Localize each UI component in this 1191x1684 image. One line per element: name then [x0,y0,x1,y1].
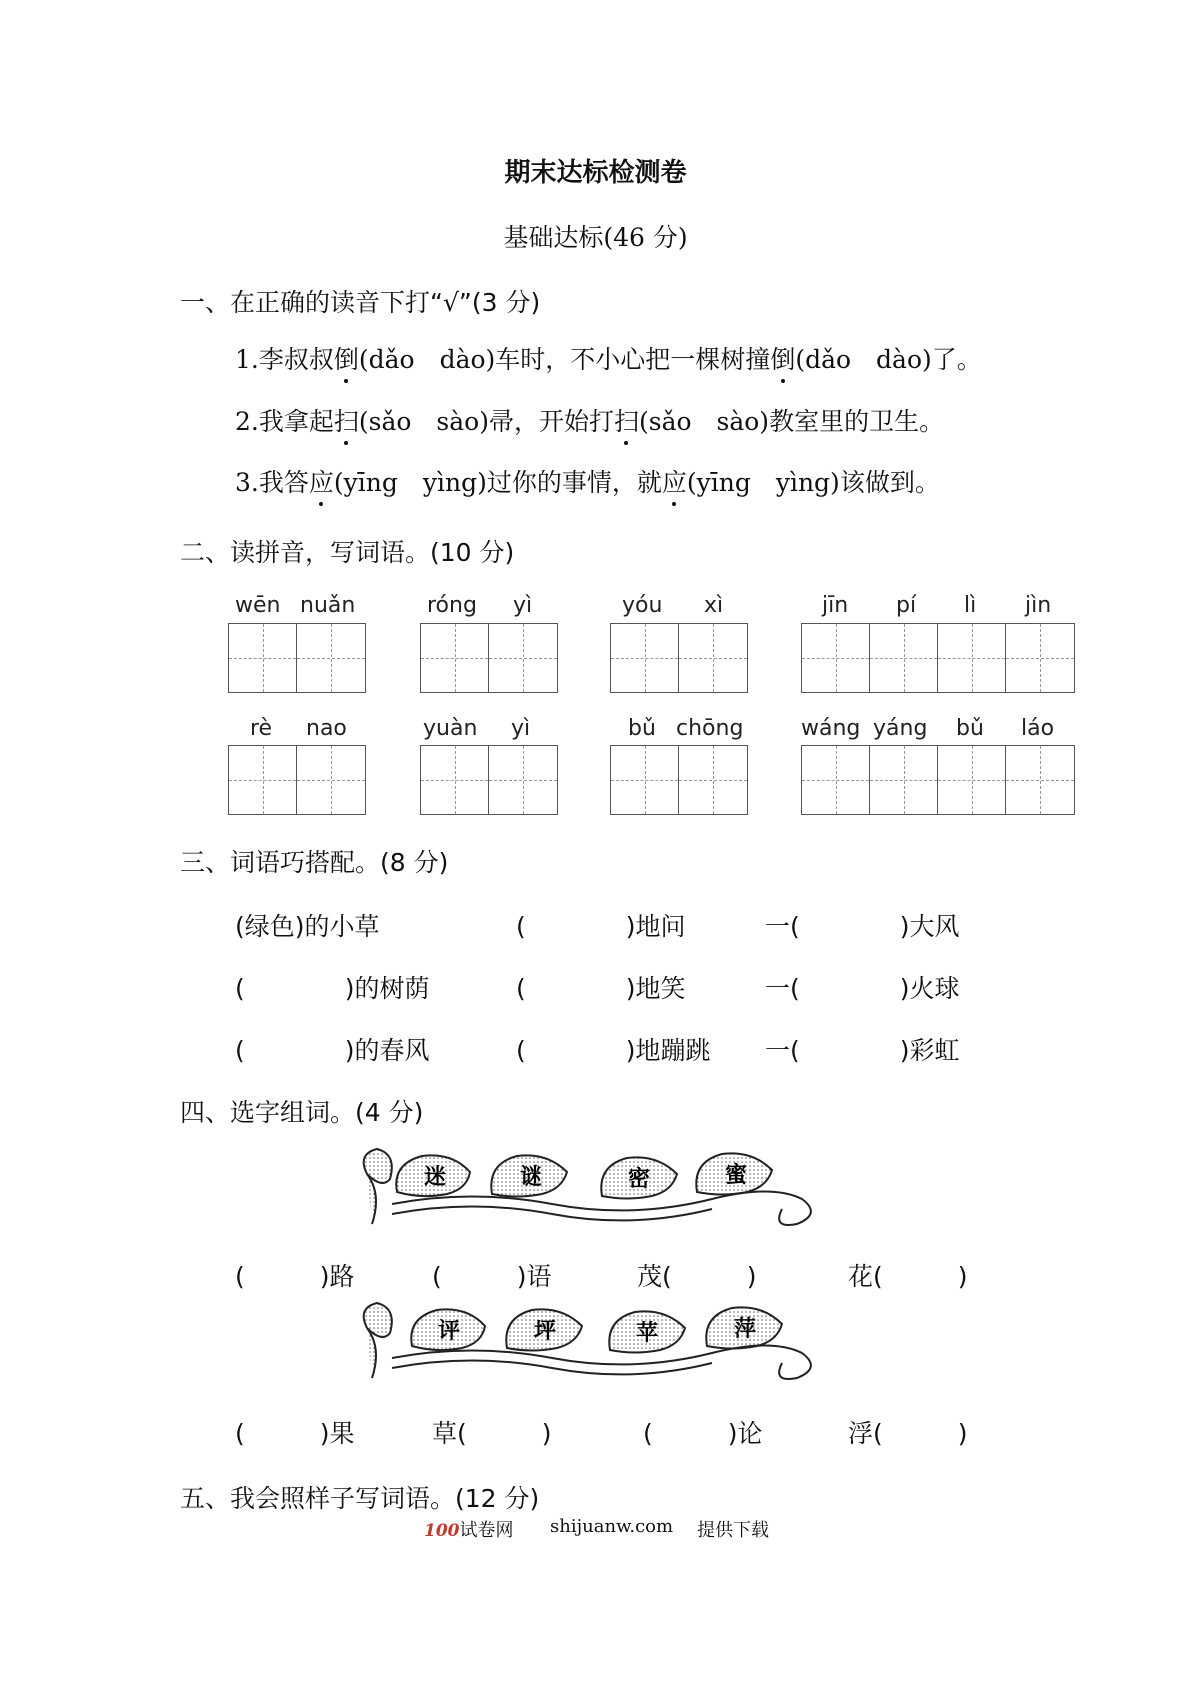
pinyin-label: jìn [1025,593,1052,618]
match-item: ( )地问 [516,912,686,941]
leaf-char: 谜 [520,1165,543,1190]
blank-item: 浮( ) [848,1419,968,1448]
q1-part-a: 1.李叔叔 [235,345,334,374]
q3-part-d: (yīng yìng)该做到。 [686,468,940,497]
q3-dotted-char: 应 [662,463,687,499]
leaf-char: 苹 [636,1321,659,1346]
writing-grid[interactable] [228,745,366,815]
match-item: ( )地笑 [516,974,686,1003]
pinyin-label: rè [250,716,273,741]
question-2 [235,402,944,438]
match-item: ( )的树荫 [235,974,430,1003]
q2-dotted-char: 扫 [614,402,639,438]
footer-url[interactable]: shijuanw.com [550,1516,674,1537]
q1-part-d: (dǎo dào)了。 [795,345,982,374]
blank-item: ( )论 [643,1419,763,1448]
match-item: 一( )大风 [765,912,960,941]
question-3 [235,463,940,499]
leaf-char: 坪 [534,1319,557,1344]
section-5-heading: 五、我会照样子写词语。(12 分) [180,1484,540,1513]
pinyin-label: bǔ [956,716,984,741]
writing-grid[interactable] [801,745,1075,815]
leaf-decoration-2 [352,1298,832,1388]
pinyin-label: yì [511,716,531,741]
match-item: ( )的春风 [235,1036,430,1065]
match-item: 一( )火球 [765,974,960,1003]
pinyin-label: yóu [622,593,663,618]
q3-dotted-char: 应 [309,463,334,499]
page-subtitle: 基础达标(46 分) [503,223,688,252]
writing-grid[interactable] [420,745,558,815]
section-4-heading: 四、选字组词。(4 分) [180,1098,424,1127]
site-logo: 100 [424,1521,460,1541]
match-item: ( )地蹦跳 [516,1036,711,1065]
q2-dotted-char: 扫 [334,402,359,438]
match-item: 一( )彩虹 [765,1036,960,1065]
pinyin-label: yuàn [423,716,478,741]
page-title: 期末达标检测卷 [504,158,687,188]
pinyin-label: xì [704,593,724,618]
leaf-decoration-1 [352,1144,832,1234]
blank-item: ( )路 [235,1262,355,1291]
writing-grid[interactable] [610,623,748,693]
pinyin-label: bǔ [628,716,656,741]
pinyin-label: jīn [822,593,849,618]
leaf-char: 蜜 [725,1163,748,1188]
footer-site-name: 试卷网 [459,1520,514,1541]
pinyin-label: wáng [801,716,861,741]
pinyin-label: yì [513,593,533,618]
footer-brand [424,1516,514,1542]
section-2-heading: 二、读拼音，写词语。(10 分) [180,538,515,567]
q1-dotted-char: 倒 [334,340,359,376]
question-1 [235,340,982,376]
leaf-char: 萍 [734,1317,757,1342]
writing-grid[interactable] [610,745,748,815]
leaf-char: 评 [438,1319,461,1344]
pinyin-label: nao [306,716,347,741]
writing-grid[interactable] [801,623,1075,693]
blank-item: ( )语 [432,1262,552,1291]
pinyin-label: chōng [676,716,744,741]
q1-part-b: (dǎo dào)车时，不小心把一棵树撞 [358,345,771,374]
q1-dotted-char: 倒 [770,340,795,376]
pinyin-label: pí [896,593,917,618]
blank-item: 草( ) [432,1419,552,1448]
section-1-heading: 一、在正确的读音下打“√”(3 分) [180,288,541,317]
footer-note: 提供下载 [697,1520,769,1541]
leaf-char: 迷 [424,1165,447,1190]
q3-part-a: 3.我答 [235,468,309,497]
q3-part-b: (yīng yìng)过你的事情，就 [333,468,662,497]
section-3-heading: 三、词语巧搭配。(8 分) [180,848,449,877]
q2-part-d: (sǎo sào)教室里的卫生。 [638,407,945,436]
blank-item: 茂( ) [637,1262,757,1291]
blank-item: ( )果 [235,1419,355,1448]
match-item: (绿色)的小草 [235,912,380,941]
q2-part-b: (sǎo sào)帚，开始打 [358,407,614,436]
writing-grid[interactable] [420,623,558,693]
pinyin-label: nuǎn [300,593,356,618]
q2-part-a: 2.我拿起 [235,407,334,436]
pinyin-label: yáng [873,716,928,741]
pinyin-label: wēn [235,593,281,618]
pinyin-label: róng [427,593,477,618]
pinyin-label: lì [964,593,977,618]
pinyin-label: láo [1021,716,1055,741]
writing-grid[interactable] [228,623,366,693]
leaf-char: 密 [628,1167,651,1192]
blank-item: 花( ) [848,1262,968,1291]
